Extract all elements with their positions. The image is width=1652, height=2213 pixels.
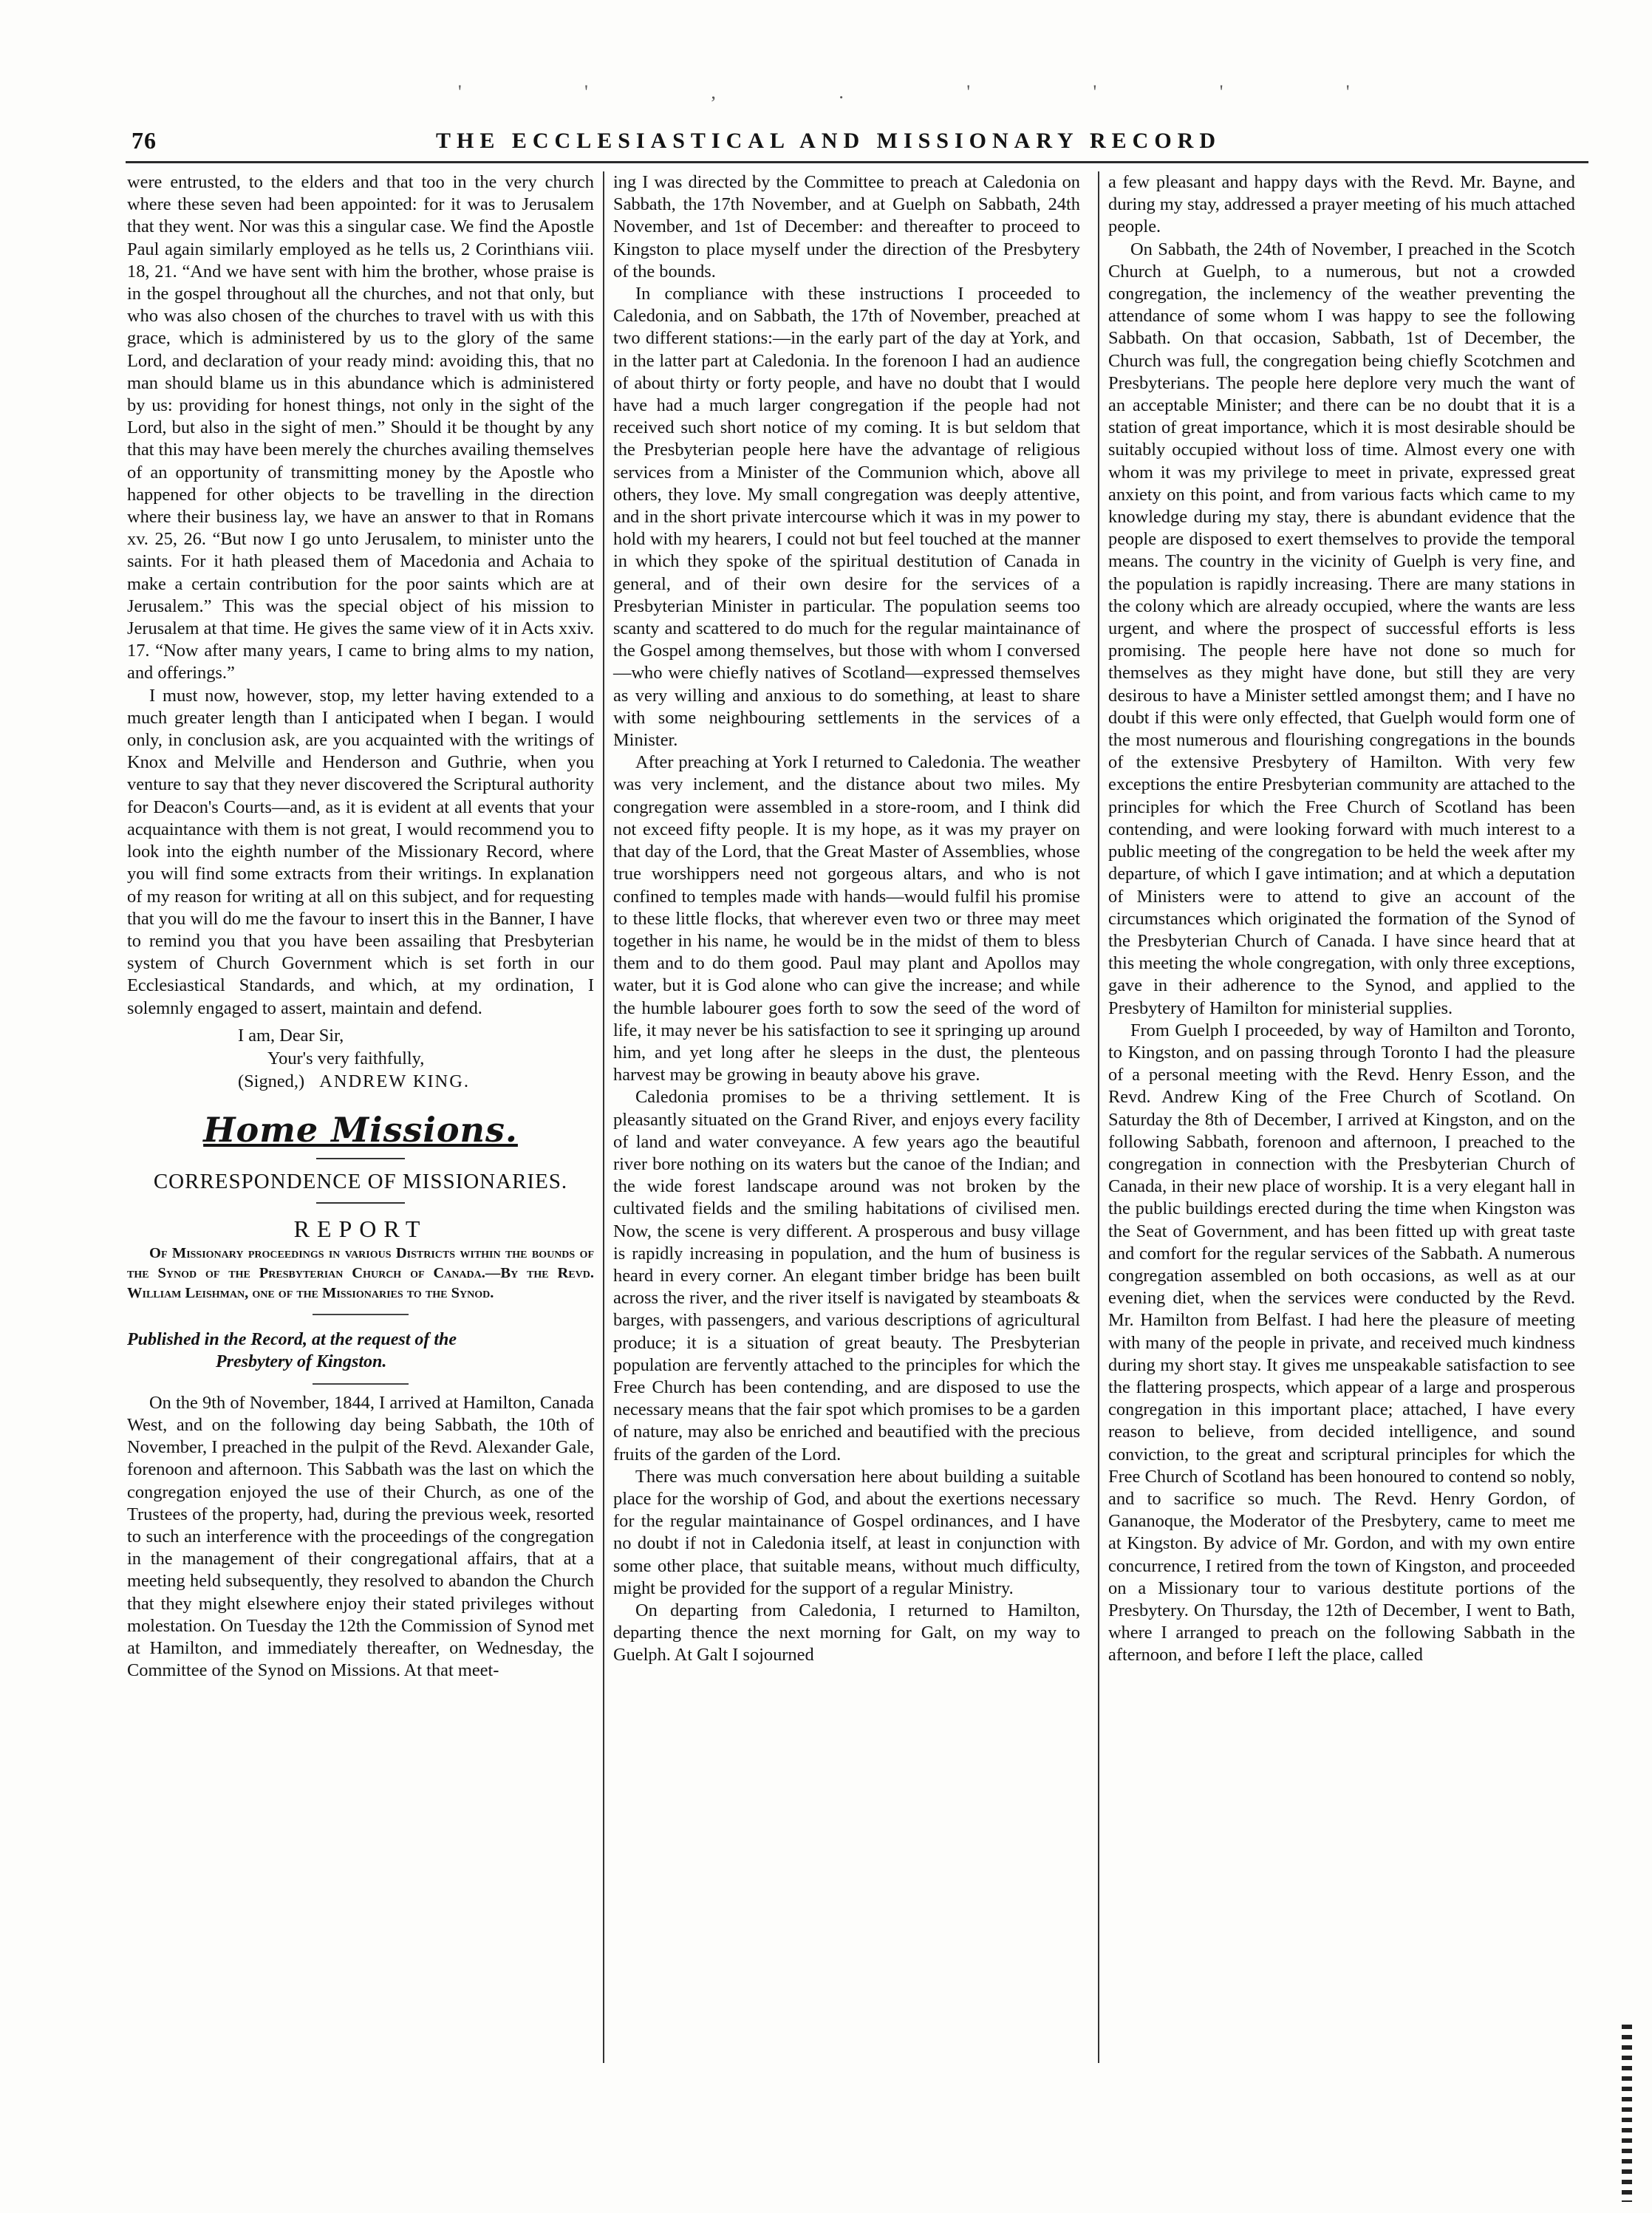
- signer-name: ANDREW KING.: [319, 1071, 470, 1091]
- signed-label: (Signed,): [238, 1071, 305, 1091]
- paragraph: On the 9th of November, 1844, I arrived at Hamilton, Canada West, and on the following day being Sabbath, the 10th of November, I preached in the pulpit of the Revd. Alexander Gale, forenoon and afternoon. This Sabbath was the last on which the congregation enjoyed the use of their Church, as one of the Trustees of the property, had, during the previous week, resorted to such an interference with the proceedings of the congregation in the management of their congregational affairs, that at a meeting held subsequently, they resolved to abandon the Church that they might elsewhere enjoy their stated privileges without molestation. On Tuesday the 12th the Commission of Synod met at Hamilton, and immediately thereafter, on Wednesday, the Committee of the Synod on Missions. At that meet-: [127, 1392, 594, 1681]
- running-head: THE ECCLESIASTICAL AND MISSIONARY RECORD: [436, 129, 1221, 153]
- margin-marks: ' ' , . ' ' ' ': [458, 81, 1409, 103]
- rule: [313, 1383, 409, 1385]
- column-divider: [1098, 171, 1099, 2063]
- paragraph: Caledonia promises to be a thriving settlement. It is pleasantly situated on the Grand River, and enjoys every facility of land and water conveyance. A few years ago the beautiful river bore nothing on its waters but the canoe of the Indian; and the wide forest landscape around was not broken by the cultivated fields and the smiling habitations of civilised men. Now, the scene is very different. A prosperous and busy village is rapidly increasing in population, and the hum of business is heard in every corner. An elegant timber bridge has been built across the river, and the river itself is navigated by steamboats & barges, with passengers, and various descriptions of agricultural produce; it is a situation of great beauty. The Presbyterian population are fervently attached to the principles for which the Free Church has been contending, and are disposed to use the necessary means that the fair spot which promises to be a garden of nature, may also be enriched and beautified with the precious fruits of the garden of the Lord.: [613, 1087, 1080, 1464]
- section-heading: Home Missions.: [203, 1109, 518, 1150]
- paragraph: There was much conversation here about building a suitable place for the worship of God, and about the exertions necessary for the regular maintainance of Gospel ordinances, and I have no doubt if not in Caledonia itself, at least in conjunction with some other place, that suitable means, without much difficulty, might be provided for the support of a regular Ministry.: [613, 1466, 1080, 1598]
- paragraph: a few pleasant and happy days with the Revd. Mr. Bayne, and during my stay, addressed a prayer meeting of his much attached people.: [1108, 172, 1575, 237]
- paragraph: After preaching at York I returned to Caledonia. The weather was very inclement, and the distance about two miles. My congregation were assembled in a store-room, and I think did not exceed fifty people. It is my hope, as it was my prayer on that day of the Lord, that the Great Master of Assemblies, whose true worshippers need not gorgeous altars, and who is not confined to temples made with hands—would fulfil his promise to these little flocks, that wherever even two or three may meet together in his name, he would be in the midst of them to bless them and to do them good. Paul may plant and Apollos may water, but it is God alone who can give the increase; and while the humble labourer goes forth to sow the seed of the word of life, it may never be his satisfaction to see it springing up around him, and yet long after he sleeps in the dust, the plenteous harvest may be growing in beauty above his grave.: [613, 752, 1080, 1085]
- page-header: [126, 124, 1588, 161]
- paragraph: I must now, however, stop, my letter having extended to a much greater length than I anticipated when I began. I would only, in conclusion ask, are you acquainted with the writings of Knox and Melville and Henderson and Guthrie, when you venture to say that they never discovered the Scriptural authority for Deacon's Courts—and, as it is evident at all events that your acquaintance with them is not great, I would recommend you to look into the eighth number of the Missionary Record, where you will find some extracts from their writings. In explanation of my reason for writing at all on this subject, and for requesting that you will do me the favour to insert this in the Banner, I have to remind you that you have been assailing that Presbyterian system of Church Government which is set forth in our Ecclesiastical Standards, and which, at my ordination, I solemnly engaged to assert, maintain and defend.: [127, 685, 594, 1018]
- paragraph: From Guelph I proceeded, by way of Hamilton and Toronto, to Kingston, and on passing through Toronto I had the pleasure of a personal meeting with the Revd. Henry Esson, and the Revd. Andrew King of the Free Church of Scotland. On Saturday the 8th of December, I arrived at Kingston, and on the following Sabbath, forenoon and afternoon, I preached to the congregation in connection with the Presbyterian Church of Canada, in their new place of worship. It is a very elegant hall in the public buildings erected during the time when Kingston was the Seat of Government, and has been fitted up with great taste and comfort for the regular services of the Sabbath. A numerous congregation assembled on both occasions, as well as at our evening diet, when the services were conducted by the Revd. Mr. Hamilton from Belfast. I had here the pleasure of meeting with many of the people in private, and received much kindness during my short stay. It gives me unspeakable satisfaction to see the flattering prospects, which appear of a large and prosperous congregation in this important place; attached, I have every reason to believe, from decided intelligence, and sound conviction, to the great and scriptural principles for which the Free Church of Scotland has been honoured to contend so nobly, and to sacrifice so much. The Revd. Henry Gordon, of Gananoque, the Moderator of the Presbytery, came to meet me at Kingston. By advice of Mr. Gordon, and with my own entire concurrence, I retired from the town of Kingston, and proceeded on a Missionary tour to various destitute portions of the Presbytery. On Thursday, the 12th of December, I went to Bath, where I arranged to preach on the following Sabbath in the afternoon, and before I left the place, called: [1108, 1020, 1575, 1665]
- page-number: 76: [132, 127, 157, 154]
- signature-line: [238, 1070, 594, 1093]
- publication-note-line: Presbytery of Kingston.: [216, 1351, 387, 1371]
- scan-edge-mark: [1622, 2025, 1632, 2202]
- report-heading: REPORT: [293, 1215, 428, 1242]
- column-1: [127, 171, 594, 1682]
- column-2: [613, 171, 1080, 1667]
- paragraph: In compliance with these instructions I proceeded to Caledonia, and on Sabbath, the 17th of November, preached at two different stations:—in the early part of the day at York, and in the latter part at Caledonia. In the forenoon I had an audience of about thirty or forty people, and have no doubt that I would have had a much larger congregation if the people had not received such short notice of my coming. It is but seldom that the Presbyterian people here have the advantage of religious services from a Minister of the Communion which, above all others, they love. My small congregation was deeply attentive, and in the short private intercourse which it was in my power to hold with my hearers, I could not but feel touched at the manner in which they spoke of the spiritual destitution of Canada in general, and of their own desire for the services of a Presbyterian Minister in particular. The population seems too scanty and scattered to do much for the regular maintainance of the Gospel among themselves, but those with whom I conversed—who were chiefly natives of Scotland—expressed themselves as very willing and anxious to do something, at least to share with some neighbouring settlements in the services of a Minister.: [613, 284, 1080, 751]
- paragraph: ing I was directed by the Committee to preach at Caledonia on Sabbath, the 17th November, and at Guelph on Sabbath, 24th November, and 1st of December: and thereafter to proceed to Kingston to place myself under the direction of the Presbytery of the bounds.: [613, 172, 1080, 282]
- section-rule: [316, 1158, 405, 1159]
- salutation: I am, Dear Sir,: [238, 1025, 344, 1046]
- rule: [313, 1314, 409, 1315]
- header-rule: [126, 161, 1588, 163]
- paragraph: were entrusted, to the elders and that too in the very church where these seven had been appointed: for it was to Jerusalem that they went. Nor was this a singular case. We find the Apostle Paul again similarly employed as he tells us, 2 Corinthians viii. 18, 21. “And we have sent with him the brother, whose praise is in the gospel throughout all the churches, and not that only, but who was also chosen of the churches to travel with us with this grace, which is administered by us to the glory of the same Lord, and declaration of your ready mind: avoiding this, that no man should blame us in this abundance which is administered by us: providing for honest things, not only in the sight of the Lord, but also in the sight of men.” Should it be thought by any that this may have been merely the churches availing themselves of an opportunity of transmitting money by the Apostle who happened for other objects to be travelling in the direction where their business lay, we have an answer to that in Romans xv. 25, 26. “But now I go unto Jerusalem, to minister unto the saints. For it hath pleased them of Macedonia and Achaia to make a certain contribution for the poor saints which are at Jerusalem.” This was the special object of his mission to Jerusalem at that time. He gives the same view of it in Acts xxiv. 17. “Now after many years, I came to bring alms to my nation, and offerings.”: [127, 172, 594, 683]
- publication-note: [127, 1329, 594, 1373]
- section-rule: [316, 1202, 405, 1204]
- paragraph: On Sabbath, the 24th of November, I preached in the Scotch Church at Guelph, to a numerous, but not a crowded congregation, the inclemency of the weather preventing the attendance of some whom I was happy to see the following Sabbath. On that occasion, Sabbath, 1st of December, the Church was full, the congregation being chiefly Scotchmen and Presbyterians. The people here deplore very much the want of an acceptable Minister; and there can be no doubt that it is a station of great importance, which it is most desirable should be suitably occupied without loss of time. Almost every one with whom it was my privilege to meet in private, expressed great anxiety on this point, and from various facts which came to my knowledge during my stay, there is abundant evidence that the people are disposed to exert themselves to provide the temporal means. The country in the vicinity of Guelph is very fine, and the population is rapidly increasing. There are many stations in the colony which are already occupied, where the wants are less urgent, and where the prospect of successful efforts is less promising. The people here have not done so much for themselves as they might have done, but still they are very desirous to have a Minister settled amongst them; and I have no doubt if this were only effected, that Guelph would form one of the most numerous and flourishing congregations in the bounds of the extensive Presbytery of Hamilton. With very few exceptions the entire Presbyterian community are attached to the principles for which the Free Church of Scotland has been contending, and were looking forward with much interest to a public meeting of the congregation to be held the week after my departure, of which I gave intimation; and at which a deputation of Ministers were to attend to give an account of the circumstances which originated the formation of the Synod of the Presbyterian Church of Canada. I have since heard that at this meeting the whole congregation, with only three exceptions, gave in their adherence to the Synod, and applied to the Presbytery of Hamilton for ministerial supplies.: [1108, 239, 1575, 1018]
- letter-closing: [127, 1024, 594, 1093]
- column-3: [1108, 171, 1575, 1667]
- subsection-heading: CORRESPONDENCE OF MISSIONARIES.: [153, 1169, 568, 1193]
- publication-note-line: Published in the Record, at the request of the: [127, 1329, 457, 1349]
- valediction: Your's very faithfully,: [267, 1048, 425, 1068]
- column-divider: [603, 171, 604, 2063]
- report-subtitle: Of Missionary proceedings in various Districts within the bounds of the Synod of the Presbyterian Church of Canada.—By the Revd. William Leishman, one of the Missionaries to the Synod.: [127, 1244, 594, 1301]
- paragraph: On departing from Caledonia, I returned to Hamilton, departing thence the next morning for Galt, on my way to Guelph. At Galt I sojourned: [613, 1600, 1080, 1665]
